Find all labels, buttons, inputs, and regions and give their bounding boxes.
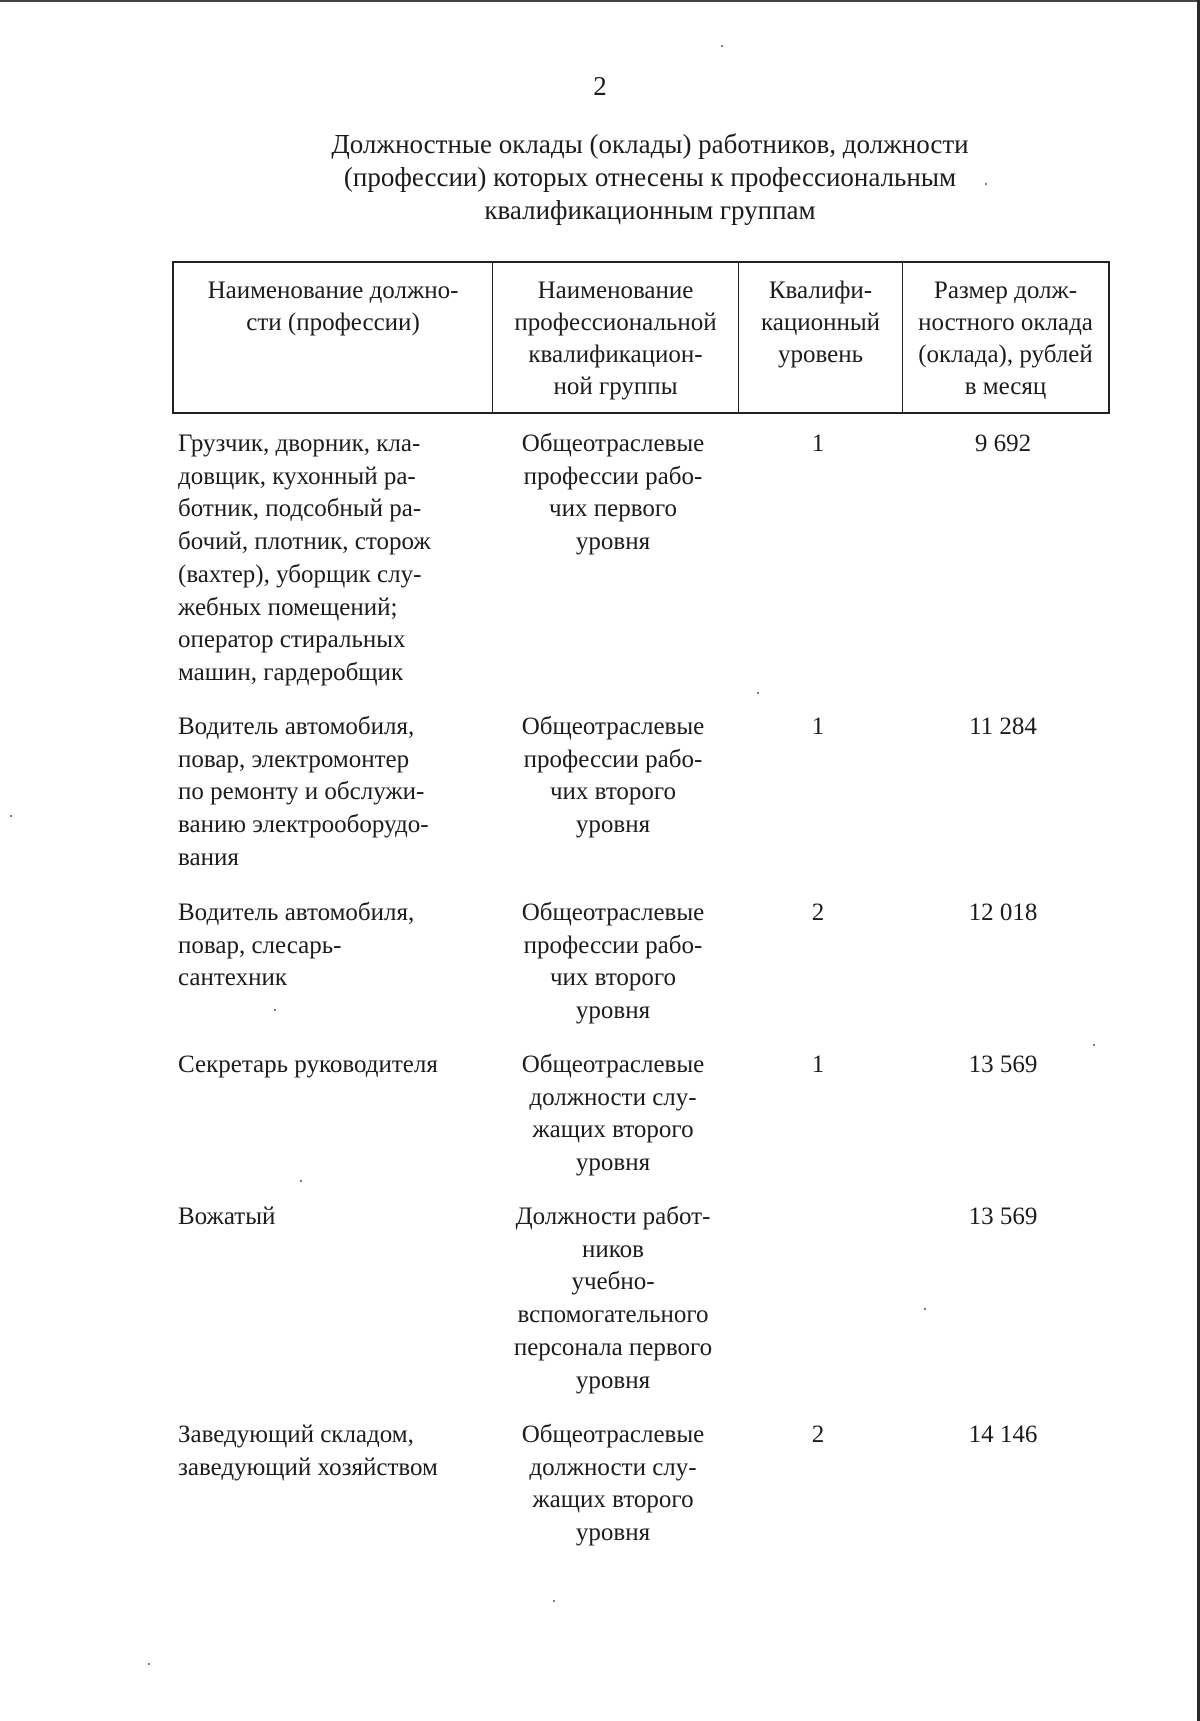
cell-line: жащих второго [532, 1486, 694, 1514]
cell-salary: 11 284 [969, 713, 1037, 740]
cell-position [178, 1201, 488, 1234]
header-line: кационный [760, 309, 881, 336]
title-line: (профессии) которых отнесены к профессиональным [343, 162, 957, 192]
cell-salary: 14 146 [968, 1421, 1038, 1448]
cell-line: уровня [575, 997, 651, 1025]
cell-salary: 12 018 [968, 899, 1038, 926]
cell-line: Общеотраслевые [521, 713, 705, 740]
cell-line: профессии рабо- [523, 931, 703, 959]
scan-speck [757, 692, 759, 694]
cell-level: 2 [811, 1421, 825, 1448]
cell-position [178, 1049, 488, 1082]
scan-speck [985, 183, 987, 185]
scan-speck [553, 1600, 555, 1602]
header-line: Наименование должно- [207, 277, 459, 304]
cell-line: уровня [575, 1149, 651, 1177]
cell-position [178, 897, 488, 995]
cell-position [178, 711, 488, 875]
cell-line: уровня [575, 528, 651, 556]
cell-line: Вожатый [178, 1203, 276, 1230]
header-line: сти (профессии) [246, 309, 420, 336]
cell-line: сантехник [178, 964, 287, 992]
cell-line: учебно- [571, 1268, 655, 1296]
cell-line: Секретарь руководителя [178, 1051, 438, 1078]
cell-line: Общеотраслевые [521, 899, 705, 926]
cell-line: бочий, плотник, сторож [178, 528, 431, 556]
cell-line: ванию электрооборудо- [178, 811, 429, 839]
cell-position [178, 428, 488, 690]
cell-group [490, 1201, 736, 1397]
cell-line: Водитель автомобиля, [178, 899, 415, 926]
cell-line: профессии рабо- [523, 462, 703, 490]
cell-line: жебных помещений; [178, 593, 398, 621]
header-line: в месяц [964, 373, 1047, 400]
header-line: квалификацион- [528, 341, 703, 368]
cell-group [490, 1049, 736, 1180]
scan-speck [924, 1308, 926, 1310]
cell-line: (вахтер), уборщик слу- [178, 560, 422, 588]
cell-salary: 13 569 [968, 1051, 1038, 1078]
page-number: 2 [593, 71, 607, 101]
cell-line: персонала первого [513, 1333, 713, 1361]
cell-position [178, 1419, 488, 1484]
cell-group [490, 711, 736, 842]
cell-line: Грузчик, дворник, кла- [178, 430, 421, 457]
cell-line: уровня [575, 811, 651, 839]
scan-edge-top [0, 0, 1200, 2]
cell-line: довщик, кухонный ра- [178, 462, 416, 490]
table-header [172, 261, 1110, 414]
cell-line: Должности работ- [515, 1203, 711, 1230]
scan-speck [1093, 1044, 1095, 1046]
header-line: ностного оклада [918, 309, 1093, 336]
header-line: Квалифи- [768, 277, 873, 304]
cell-line: по ремонту и обслужи- [178, 778, 425, 806]
cell-line: должности слу- [529, 1083, 697, 1111]
cell-line: вания [178, 843, 239, 871]
title-line: Должностные оклады (оклады) работников, должности [331, 129, 969, 159]
title-line: квалификационным группам [484, 195, 816, 225]
cell-line: профессии рабо- [523, 745, 703, 773]
cell-salary: 13 569 [968, 1203, 1038, 1230]
cell-line: чих второго [549, 964, 677, 992]
cell-line: уровня [575, 1519, 651, 1547]
cell-line: жащих второго [532, 1116, 694, 1144]
header-salary [902, 263, 1108, 412]
cell-line: Общеотраслевые [521, 1051, 705, 1078]
scan-speck [10, 815, 12, 817]
cell-group [490, 428, 736, 559]
cell-line: оператор стиральных [178, 626, 406, 654]
cell-line: Общеотраслевые [521, 430, 705, 457]
cell-line: чих второго [549, 778, 677, 806]
header-level [738, 263, 902, 412]
cell-line: ботник, подсобный ра- [178, 495, 422, 523]
cell-group [490, 1419, 736, 1550]
cell-line: чих первого [549, 495, 677, 523]
header-line: Размер долж- [933, 277, 1078, 304]
scan-speck [148, 1663, 150, 1665]
cell-line: Общеотраслевые [521, 1421, 705, 1448]
header-group [492, 263, 738, 412]
header-line: (оклада), рублей [918, 341, 1093, 368]
cell-line: машин, гардеробщик [178, 658, 404, 686]
cell-level: 1 [811, 713, 825, 740]
cell-salary: 9 692 [974, 430, 1032, 457]
cell-line: заведующий хозяйством [178, 1453, 438, 1481]
cell-line: Заведующий складом, [178, 1421, 414, 1448]
cell-line: вспомогательного [517, 1301, 709, 1329]
cell-level: 2 [811, 899, 825, 926]
cell-line: повар, слесарь- [178, 931, 342, 959]
cell-line: должности слу- [529, 1453, 697, 1481]
cell-line: уровня [575, 1366, 651, 1394]
header-position [174, 263, 492, 412]
header-line: профессиональной [514, 309, 717, 336]
header-line: Наименование [537, 277, 694, 304]
cell-line: повар, электромонтер [178, 745, 410, 773]
header-line: уровень [777, 341, 864, 368]
header-line: ной группы [553, 373, 678, 400]
cell-group [490, 897, 736, 1028]
cell-line: Водитель автомобиля, [178, 713, 415, 740]
cell-level: 1 [811, 1051, 825, 1078]
cell-line: ников [582, 1235, 644, 1263]
scan-speck [274, 1009, 276, 1011]
scan-speck [300, 1180, 302, 1182]
cell-level: 1 [811, 430, 825, 457]
scan-speck [721, 45, 723, 47]
document-title [250, 128, 1050, 227]
